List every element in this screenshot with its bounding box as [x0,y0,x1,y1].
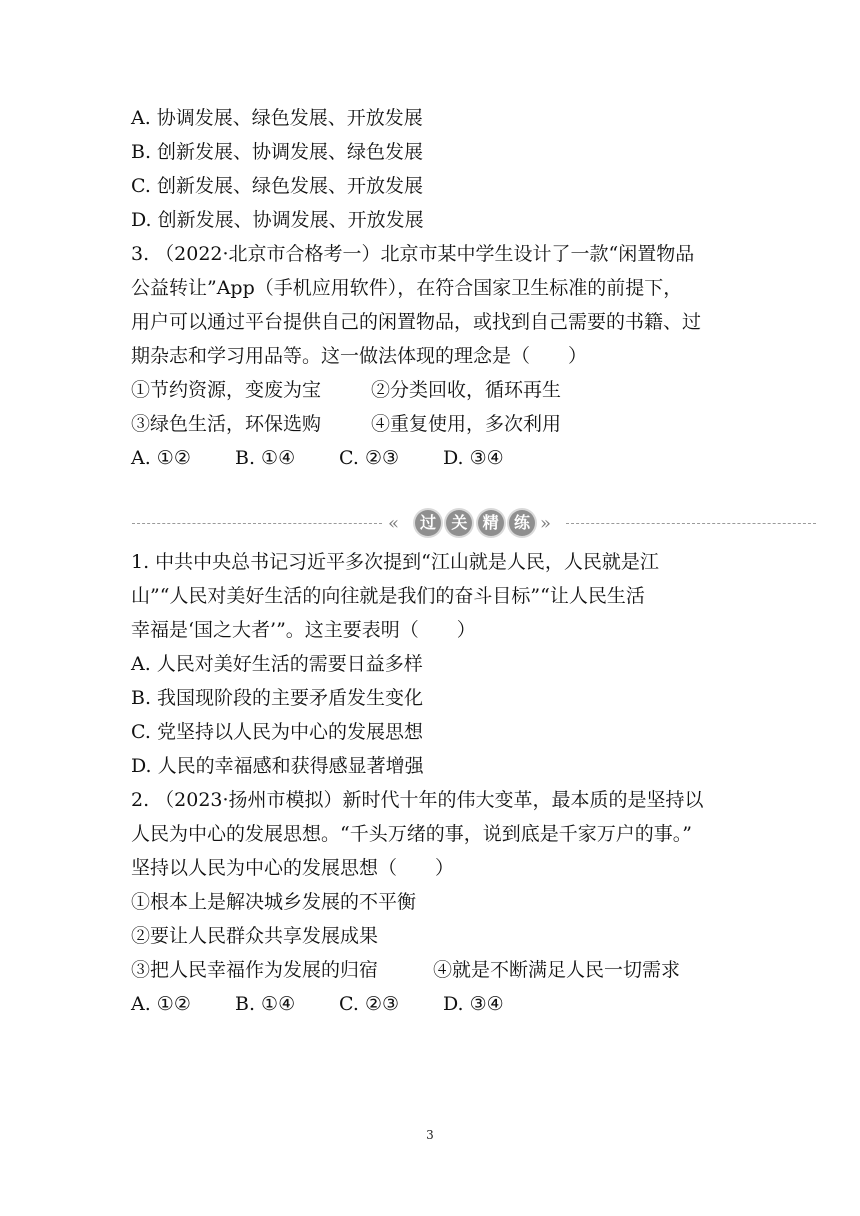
statement-4: ④重复使用，多次利用 [371,413,562,435]
option-b: B. 创新发展、协调发展、绿色发展 [131,141,424,163]
choice-d: D. ③④ [443,447,504,469]
section-divider [132,510,816,538]
question-3-stem-line: 用户可以通过平台提供自己的闲置物品，或找到自己需要的书籍、过 [131,311,702,333]
choice-c: C. ②③ [339,993,400,1015]
practice-1-option-b: B. 我国现阶段的主要矛盾发生变化 [131,687,424,709]
choice-a: A. ①② [131,447,191,469]
option-c: C. 创新发展、绿色发展、开放发展 [131,175,423,197]
section-title-char: 关 [446,510,472,536]
dashed-rule-right [566,523,816,524]
choice-a: A. ①② [131,993,191,1015]
statement-2: ②分类回收，循环再生 [371,379,562,401]
choice-c: C. ②③ [339,447,400,469]
question-3-stem-line: 3. （2022·北京市合格考一）北京市某中学生设计了一款“闲置物品 [131,243,695,265]
double-chevron-right-icon: » [540,513,552,534]
question-3-stem-line: 期杂志和学习用品等。这一做法体现的理念是（ ） [131,345,588,367]
practice-2-choices [131,992,504,1016]
section-title [415,510,535,536]
page-number: 3 [426,1128,434,1142]
practice-2-stem-line: 坚持以人民为中心的发展思想（ ） [131,857,455,879]
statement-3: ③绿色生活，环保选购 [131,413,322,435]
practice-1-option-c: C. 党坚持以人民为中心的发展思想 [131,721,423,743]
double-chevron-left-icon: « [388,513,400,534]
practice-2-statements-row [131,958,680,982]
practice-1-stem-line: 山”“人民对美好生活的向往就是我们的奋斗目标”“让人民生活 [131,585,645,607]
practice-2-stem-line: 2. （2023·扬州市模拟）新时代十年的伟大变革，最本质的是坚持以 [131,789,704,811]
practice-1-stem-line: 1. 中共中央总书记习近平多次提到“江山就是人民，人民就是江 [131,551,659,573]
question-3-stem-line: 公益转让”App（手机应用软件），在符合国家卫生标准的前提下， [131,277,683,299]
choice-b: B. ①④ [235,993,296,1015]
practice-1-option-a: A. 人民对美好生活的需要日益多样 [131,653,423,675]
question-3-statements-row [131,412,561,436]
practice-2-statement-2: ②要让人民群众共享发展成果 [131,925,379,947]
practice-1-option-d: D. 人民的幸福感和获得感显著增强 [131,755,424,777]
practice-1-stem-line: 幸福是‘国之大者’”。这主要表明（ ） [131,619,476,641]
question-3-choices [131,446,504,470]
section-title-char: 精 [478,510,504,536]
question-3-statements-row [131,378,561,402]
practice-2-statement-4: ④就是不断满足人民一切需求 [433,959,681,981]
option-a: A. 协调发展、绿色发展、开放发展 [131,107,423,129]
choice-d: D. ③④ [443,993,504,1015]
section-title-char: 练 [509,510,535,536]
practice-2-statement-3: ③把人民幸福作为发展的归宿 [131,959,379,981]
practice-2-stem-line: 人民为中心的发展思想。“千头万绪的事，说到底是千家万户的事。” [131,823,692,845]
dashed-rule-left [132,523,382,524]
statement-1: ①节约资源，变废为宝 [131,379,322,401]
practice-2-statement-1: ①根本上是解决城乡发展的不平衡 [131,891,417,913]
choice-b: B. ①④ [235,447,296,469]
option-d: D. 创新发展、协调发展、开放发展 [131,209,424,231]
section-title-char: 过 [415,510,441,536]
